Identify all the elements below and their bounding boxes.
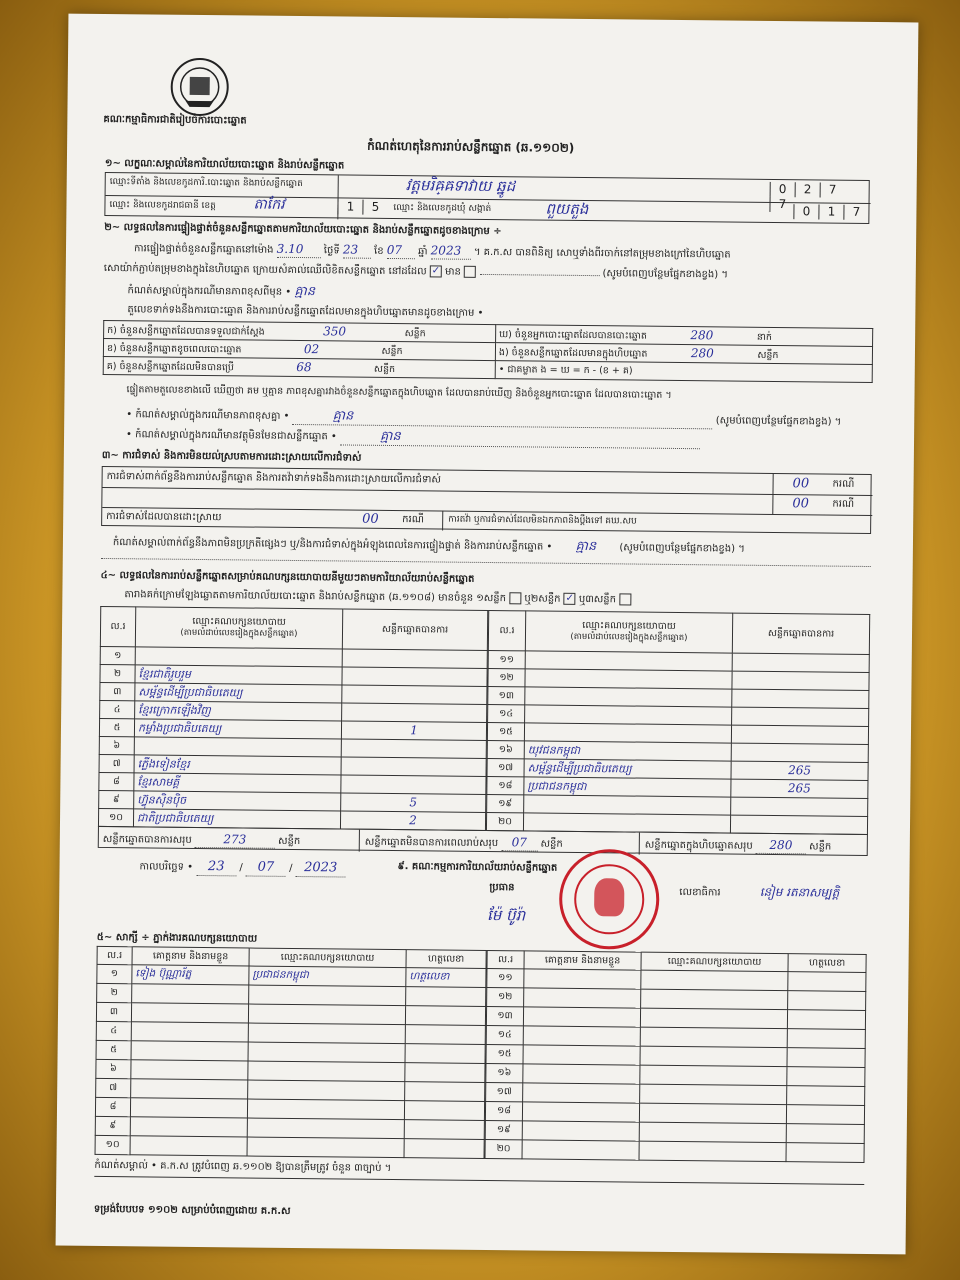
s1-table: [104, 172, 869, 224]
row-number: ៩: [99, 790, 134, 808]
s5-col-name-right: គោត្តនាម និងនាមខ្លួន: [524, 951, 641, 970]
witness-party: [249, 985, 406, 1006]
witness-signature: [405, 1082, 485, 1102]
row-number: ៤: [100, 700, 135, 718]
witness-party: [640, 1027, 787, 1048]
s4-heading: ៤~ លទ្ធផលនៃការរាប់សន្លឹកឆ្នោតសម្រាប់គណបក្សនយោបាយនីមួយៗតាមការិយាល័យរាប់សន្លឹកឆ្នោត: [100, 569, 475, 585]
s1-commune-code: 0 1 7: [793, 204, 868, 220]
figure-value: 02: [303, 342, 320, 357]
witness-party: [247, 1137, 404, 1158]
witness-signature: [787, 1048, 865, 1068]
party-name: [524, 795, 731, 815]
figure-value: 68: [296, 359, 312, 375]
s2-note1: កំណត់សម្គាល់ក្នុងករណីមានភាពខុសពីមុន • គ្មាន: [127, 283, 316, 300]
party-name: [134, 737, 341, 757]
s3-r3-label2: ការតវ៉ា ឬការជំទាស់ដែលមិនឯកភាពនិងប្តឹងទៅ គឃ.សប: [448, 514, 637, 527]
row-number: ១៦: [486, 1064, 523, 1083]
figure-unit: សន្លឹក: [404, 328, 426, 340]
witness-signature: [786, 1124, 864, 1144]
s4-total-invalid: សន្លឹកឆ្នោតមិនបានការពេលរាប់សរុប 07 សន្លឹក: [364, 835, 563, 850]
witness-name: [523, 1064, 640, 1084]
row-number: ១: [100, 646, 135, 664]
s1-commune: ពួយតួង: [545, 199, 589, 219]
s4-intro: តារាងគក់ក្រោមឡែងឆ្លោតតាមការិយាល័យបោះឆ្នោត និងរាប់សន្លឹកឆ្នោត (ឆ.១១០៨) មានចំនួន ១សន្លឹក ឬ២សន្លឹក ✓ ឬ៣សន្លឹក: [124, 588, 884, 609]
s4-col-party-right: ឈ្មោះគណបក្សនយោបាយ (តាមលំដាប់លេខរៀងក្នុងសន្លឹកឆ្នោត): [525, 611, 732, 653]
witness-signature: [786, 1143, 864, 1163]
s3-r1-value: 00: [792, 476, 810, 492]
row-number: ១៦: [487, 741, 524, 759]
table-row: [95, 1135, 484, 1158]
party-votes: [731, 743, 868, 762]
s3-r2-unit: ករណី: [832, 498, 855, 510]
row-number: ១៤: [486, 1026, 523, 1045]
figure-label: គ) ចំនួនសន្លឹកឆ្នោតដែលមិនបានប្រើ: [106, 361, 234, 374]
row-number: ១០: [95, 1135, 130, 1154]
row-number: ១៣: [486, 1007, 523, 1026]
witness-name: [522, 1102, 639, 1122]
figure-runit: សន្លឹក: [757, 349, 779, 362]
s5-col-sign: ហត្ថលេខា: [406, 950, 486, 969]
party-votes: [342, 685, 487, 705]
s2-time-line: ការផ្ទៀងផ្ទាត់ចំនួនសន្លឹកឆ្នោតនៅម៉ោង 3.10 ថ្ងៃទី 23 ខែ 07 ឆ្នាំ 2023 ។ គ.ក.ស បានពិនិត្យ សោឬទាំងពីរចាក់នៅតម្រុមខាងក្រៅនៃហិបឆ្នោត: [133, 241, 731, 261]
party-name: ខ្មែរជាតិរួបរួម: [135, 665, 342, 685]
witness-signature: [404, 1139, 484, 1159]
s3-r1-label: ការជំទាស់ពាក់ព័ន្ធនឹងការរាប់សន្លឹកឆ្នោត និងការតវ៉ាទាក់ទងនឹងការដោះស្រាយលើការជំទាស់: [106, 471, 441, 486]
witness-name: [523, 1007, 640, 1027]
witness-party: [639, 1103, 786, 1124]
footer-rule: [94, 1176, 864, 1185]
party-name: [524, 723, 731, 743]
witness-name: [131, 1003, 248, 1023]
witness-party: [248, 1004, 405, 1025]
witness-signature: [787, 1086, 865, 1106]
row-number: ១១: [487, 969, 524, 988]
s5-col-sign-right: ហត្ថលេខា: [788, 954, 866, 973]
s3-heading: ៣~ ការជំទាស់ និងការមិនយល់ស្របតាមការដោះស្រាយលើការជំទាស់: [101, 449, 362, 464]
checkbox-3sheet[interactable]: [619, 593, 631, 605]
witness-name: [131, 1079, 248, 1099]
row-number: ១៤: [488, 705, 525, 723]
witness-party: [640, 1046, 787, 1067]
s3-table: [101, 466, 872, 534]
party-name: ភ្លើងទៀនខ្មែរ: [134, 755, 341, 775]
party-votes: [732, 671, 869, 690]
witness-signature: [787, 1010, 865, 1030]
s5-footer-note: កំណត់សម្គាល់ • គ.ក.ស ត្រូវបំពេញ ឆ.១១០២ ឱ្យបានត្រឹមត្រូវ ចំនួន ៣ច្បាប់ ។: [94, 1159, 392, 1175]
s4-total-box: សន្លឹកឆ្នោតក្នុងហិបឆ្នោតសរុប 280 សន្លឹក: [644, 837, 832, 853]
checkbox-different[interactable]: [464, 266, 476, 278]
figure-rvalue: 280: [690, 346, 714, 361]
s1-row1-digits: 0 2 77: [769, 182, 868, 213]
figure-unit: សន្លឹក: [381, 345, 403, 358]
witness-signature: [405, 1063, 485, 1083]
row-number: ២០: [486, 813, 523, 831]
row-number: ១៨: [487, 777, 524, 795]
figure-rlabel: ង) ចំនួនសន្លឹកឆ្នោតដែលមានក្នុងហិបឆ្នោត: [498, 347, 648, 360]
row-number: ៧: [96, 1078, 131, 1097]
s1-row1-value: វត្តមរិឝ្ឝទាវាយ ឆ្នូដ: [405, 176, 516, 196]
witness-signature: [788, 991, 866, 1011]
witness-signature: [405, 1044, 485, 1064]
s2-bullet1: • កំណត់សម្គាល់ក្នុងករណីមានភាពខុសគ្នា • គ្មាន (សូមបំពេញបន្ថែមផ្នែកខាងខ្វង) ។: [126, 408, 842, 428]
s5-heading: ៥~ សាក្សី ÷ ភ្នាក់ងារគណបក្សនយោបាយ: [96, 931, 258, 945]
party-votes: [732, 653, 869, 672]
witness-name: [130, 1098, 247, 1118]
s2-bullet2: • កំណត់សម្គាល់ក្នុងករណីមានវត្ថុមិនមែនជាសន្លឹកឆ្នោត • គ្មាន: [126, 426, 886, 451]
witness-name: [524, 969, 641, 989]
party-name: [525, 651, 732, 671]
s5-witness-right: [485, 950, 867, 1163]
witness-name: [130, 1117, 247, 1137]
chair-signature: ម៉ែ ប៊ូរ៉ា: [486, 906, 526, 925]
witness-party: ប្រជាជនកម្ពុជា: [249, 966, 406, 987]
party-votes: 2: [340, 811, 485, 831]
witness-party: [247, 1118, 404, 1139]
witness-party: [248, 1080, 405, 1101]
s4-col-no-right: ល.រ: [488, 611, 525, 651]
witness-party: [248, 1042, 405, 1063]
witness-signature: ហត្ថលេខា: [406, 968, 486, 988]
s5-col-party: ឈ្មោះគណបក្សនយោបាយ: [249, 948, 406, 968]
form-sheet: [56, 14, 919, 1255]
row-number: ១៥: [487, 723, 524, 741]
s4-results-left: [98, 606, 488, 831]
s5-col-no: ល.រ: [97, 946, 132, 964]
s2-figures-table: [103, 320, 874, 383]
row-number: ៥: [96, 1040, 131, 1059]
row-number: ២០: [485, 1140, 522, 1159]
checkbox-same[interactable]: ✓: [431, 265, 441, 277]
s5-witness-left: [95, 946, 487, 1159]
witness-signature: [788, 972, 866, 992]
party-name: កម្លាំងប្រជាធិបតេយ្យ: [134, 719, 341, 739]
row-number: ១០: [98, 808, 133, 826]
s4-chair-label: ប្រធាន: [489, 882, 515, 894]
row-number: ១៨: [485, 1102, 522, 1121]
s4-col-votes: សន្លឹកឆ្នោតបានការ: [342, 609, 487, 651]
row-number: ១៥: [486, 1045, 523, 1064]
party-name: ហ៊្វុនស៊ិនប៉ិច: [134, 791, 341, 811]
witness-name: [130, 1136, 247, 1156]
witness-party: [639, 1141, 786, 1162]
witness-name: [522, 1140, 639, 1160]
s3-note: កំណត់សម្គាល់ពាក់ព័ន្ធនឹងភាពមិនប្រក្រតីផ្សេងៗ ឬ/និងការជំទាស់ក្នុងអំឡុងពេលនៃការផ្ទៀងផ្ទាត់ និងការរាប់សន្លឹកឆ្នោត • គ្មាន (សូមបំពេញបន្ថែមផ្នែកខាងខ្វង) ។: [112, 537, 745, 555]
s3-r1-unit: ករណី: [832, 478, 855, 490]
figure-rvalue: [633, 373, 743, 374]
party-votes: 5: [341, 793, 486, 813]
figure-rlabel: ឃ) ចំនួនអ្នកបោះឆ្នោតដែលបានបោះឆ្នោត: [499, 329, 647, 342]
s1-province: តាកែវ: [253, 196, 285, 213]
party-name: ខ្មែរសាមគ្គី: [134, 773, 341, 793]
figure-right: [495, 361, 872, 383]
party-votes: [342, 667, 487, 687]
party-votes: [341, 739, 486, 759]
party-votes: [341, 757, 486, 777]
party-votes: [731, 725, 868, 744]
party-votes: [731, 797, 868, 816]
witness-name: ទៀង ប៊ុណ្ណារ័ត្ន: [132, 965, 249, 985]
figure-runit: នាក់: [756, 331, 773, 343]
s4-date: កាលបរិច្ឆេទ • 23 / 07 / 2023: [139, 858, 345, 877]
row-number: ១៩: [485, 1121, 522, 1140]
checkbox-2sheet[interactable]: ✓: [565, 592, 574, 604]
form-note: ទម្រង់បែបបទ ១១០២ សម្រាប់បំពេញដោយ គ.ក.ស: [93, 1203, 291, 1217]
s3-r3-label: ការជំទាស់ដែលបានដោះស្រាយ: [106, 511, 222, 524]
witness-name: [523, 1045, 640, 1065]
row-number: ១៧: [486, 1083, 523, 1102]
row-number: ៤: [96, 1021, 131, 1040]
witness-signature: [406, 987, 486, 1007]
party-votes: [341, 775, 486, 795]
table-row: [485, 1140, 864, 1163]
s4-committee: ៩. គណៈកម្មការការិយាល័យរាប់សន្លឹកឆ្នោត: [397, 861, 558, 874]
s3-r3-value: 00: [362, 511, 379, 527]
party-name: យុវជនកម្ពុជា: [524, 741, 731, 761]
s2-compare: ផ្ទៀតតាមតួលេខខាងលើ ឃើញថា គម ឬគ្មាន ភាពខុសគ្នារវាងចំនួនសន្លឹកឆ្នោតក្នុងហិបឆ្នោត ដែលបានរាប់ឃើញ និងចំនួនអ្នកបោះឆ្នោត ដែលបានបោះឆ្នោត ។: [126, 384, 672, 401]
s1-province-code: 1 5: [337, 199, 387, 215]
witness-name: [131, 1041, 248, 1061]
figure-rlabel: • ជាគម្លាត ង = ឃ = ក - (ខ + គ): [498, 363, 633, 377]
party-name: [525, 669, 732, 689]
witness-signature: [405, 1025, 485, 1045]
row-number: ១២: [488, 669, 525, 687]
row-number: ១១: [488, 651, 525, 669]
row-number: ៩: [95, 1116, 130, 1135]
s5-col-name: គោត្តនាម និងនាមខ្លួន: [132, 947, 249, 966]
s4-col-party: ឈ្មោះគណបក្សនយោបាយ (តាមលំដាប់លេខរៀងក្នុងសន្លឹកឆ្នោត): [135, 607, 342, 649]
s5-col-no-right: ល.រ: [487, 951, 524, 969]
party-name: ជាតិប្រជាធិបតេយ្យ: [133, 809, 340, 829]
party-votes: [732, 689, 869, 708]
checkbox-1sheet[interactable]: [509, 592, 521, 604]
s4-col-votes-right: សន្លឹកឆ្នោតបានការ: [732, 613, 869, 654]
party-name: ប្រជាជនកម្ពុជា: [524, 777, 731, 797]
s2-heading: ២~ លទ្ធផលនៃការផ្ទៀងផ្ទាត់ចំនួនសន្លឹកឆ្នោតតាមការិយាល័យបោះឆ្នោត និងរាប់សន្លឹកឆ្នោតដូចខាងក្រោម ÷: [104, 221, 502, 238]
figure-rvalue: 280: [690, 328, 714, 343]
figure-left: [103, 356, 495, 378]
row-number: ៦: [99, 736, 134, 754]
witness-party: [640, 1065, 787, 1086]
row-number: ២: [97, 983, 132, 1002]
figure-label: ក) ចំនួនសន្លឹកឆ្នោតដែលបានទទួលជាក់ស្តែង: [107, 325, 265, 338]
row-number: ៧: [99, 754, 134, 772]
s1-commune-label: ឈ្មោះ និងលេខកូដឃុំ សង្កាត់: [393, 202, 492, 215]
witness-party: [641, 989, 788, 1010]
s3-r3-unit: ករណី: [402, 514, 424, 526]
party-name: [135, 647, 342, 667]
witness-party: [641, 970, 788, 991]
witness-name: [131, 1022, 248, 1042]
witness-signature: [787, 1067, 865, 1087]
figure-unit: សន្លឹក: [373, 363, 396, 376]
witness-party: [248, 1061, 405, 1082]
party-name: [525, 705, 732, 725]
emblem-icon: [167, 55, 232, 120]
s4-total-valid: សន្លឹកឆ្នោតបានការសរុប 273 សន្លឹក: [102, 832, 301, 848]
row-number: ៣: [100, 682, 135, 700]
s4-results-right: [486, 610, 870, 835]
party-votes: [342, 703, 487, 723]
witness-signature: [404, 1101, 484, 1121]
row-number: ១២: [487, 988, 524, 1007]
witness-signature: [787, 1029, 865, 1049]
official-seal-icon: [559, 849, 660, 950]
witness-party: [248, 1023, 405, 1044]
witness-name: [524, 988, 641, 1008]
row-number: ៥: [99, 718, 134, 736]
witness-name: [523, 1083, 640, 1103]
row-number: ១: [97, 964, 132, 983]
row-number: ១៩: [487, 795, 524, 813]
figure-value: 350: [323, 324, 347, 339]
form-title: កំណត់ហេតុនៃការរាប់សន្លឹកឆ្នោត (ឆ.១១០២): [367, 138, 575, 155]
row-number: ៨: [95, 1097, 130, 1116]
row-number: ១៧: [487, 759, 524, 777]
party-name: សម្ព័ន្ធដើម្បីប្រជាធិបតេយ្យ: [135, 683, 342, 703]
witness-name: [131, 1060, 248, 1080]
s3-note-line: [101, 558, 871, 567]
witness-signature: [405, 1006, 485, 1026]
party-votes: [730, 815, 867, 834]
party-votes: [342, 649, 487, 669]
witness-party: [639, 1122, 786, 1143]
s2-intro: តួលេខទាក់ទងនឹងការបោះឆ្នោត និងការរាប់សន្លឹកឆ្នោតដែលមានក្នុងហិបឆ្នោតមានដូចខាងក្រោម •: [127, 304, 484, 319]
s4-col-no: ល.រ: [100, 606, 135, 646]
party-votes: [732, 707, 869, 726]
witness-name: [523, 1026, 640, 1046]
witness-signature: [786, 1105, 864, 1125]
party-name: សម្ព័ន្ធដើម្បីប្រជាធិបតេយ្យ: [524, 759, 731, 779]
party-votes: 265: [731, 779, 868, 798]
s1-row2-label: ឈ្មោះ និងលេខកូដរាជធានី ខេត្ត: [109, 200, 216, 212]
party-votes: 1: [341, 721, 486, 741]
org-name: គណៈកម្មាធិការជាតិរៀបចំការបោះឆ្នោត: [103, 113, 247, 127]
s2-line2: សោយ៉ាក់ភ្ជាប់តម្រុមខាងក្នុងនៃហិបឆ្នោត ក្រោយសំគាល់ឈើលិខិតសន្លឹកឆ្នោត នៅដដែល ✓ មាន (សូមបំពេញបន្ថែមផ្នែកខាងខ្វង) ។: [103, 262, 729, 281]
witness-party: [640, 1008, 787, 1029]
s1-row1-label: ឈ្មោះទីតាំង និងលេខកូដការិ.បោះឆ្នោត និងរាប់សន្លឹកឆ្នោត: [109, 177, 303, 190]
s3-r2-value: 00: [792, 496, 810, 512]
figure-label: ខ) ចំនួនសន្លឹកឆ្នោតខូចពេលបោះឆ្នោត: [106, 343, 242, 356]
witness-name: [132, 984, 249, 1004]
party-votes: 265: [731, 761, 868, 780]
witness-party: [640, 1084, 787, 1105]
party-name: ខ្មែរក្រោកឡើងវិញ: [135, 701, 342, 721]
s4-secretary: លេខាធិការ នៀម រតនាសម្បត្តិ: [679, 884, 840, 900]
s5-col-party-right: ឈ្មោះគណបក្សនយោបាយ: [641, 952, 788, 972]
witness-signature: [404, 1120, 484, 1140]
s1-heading: ១~ លក្ខណៈសម្គាល់នៃការិយាល័យបោះឆ្នោត និងរាប់សន្លឹកឆ្នោត: [104, 157, 345, 172]
row-number: ២: [100, 664, 135, 682]
row-number: ៨: [99, 772, 134, 790]
row-number: ៦: [96, 1059, 131, 1078]
row-number: ១៣: [488, 687, 525, 705]
witness-party: [247, 1099, 404, 1120]
witness-name: [522, 1121, 639, 1141]
party-name: [525, 687, 732, 707]
row-number: ៣: [96, 1002, 131, 1021]
